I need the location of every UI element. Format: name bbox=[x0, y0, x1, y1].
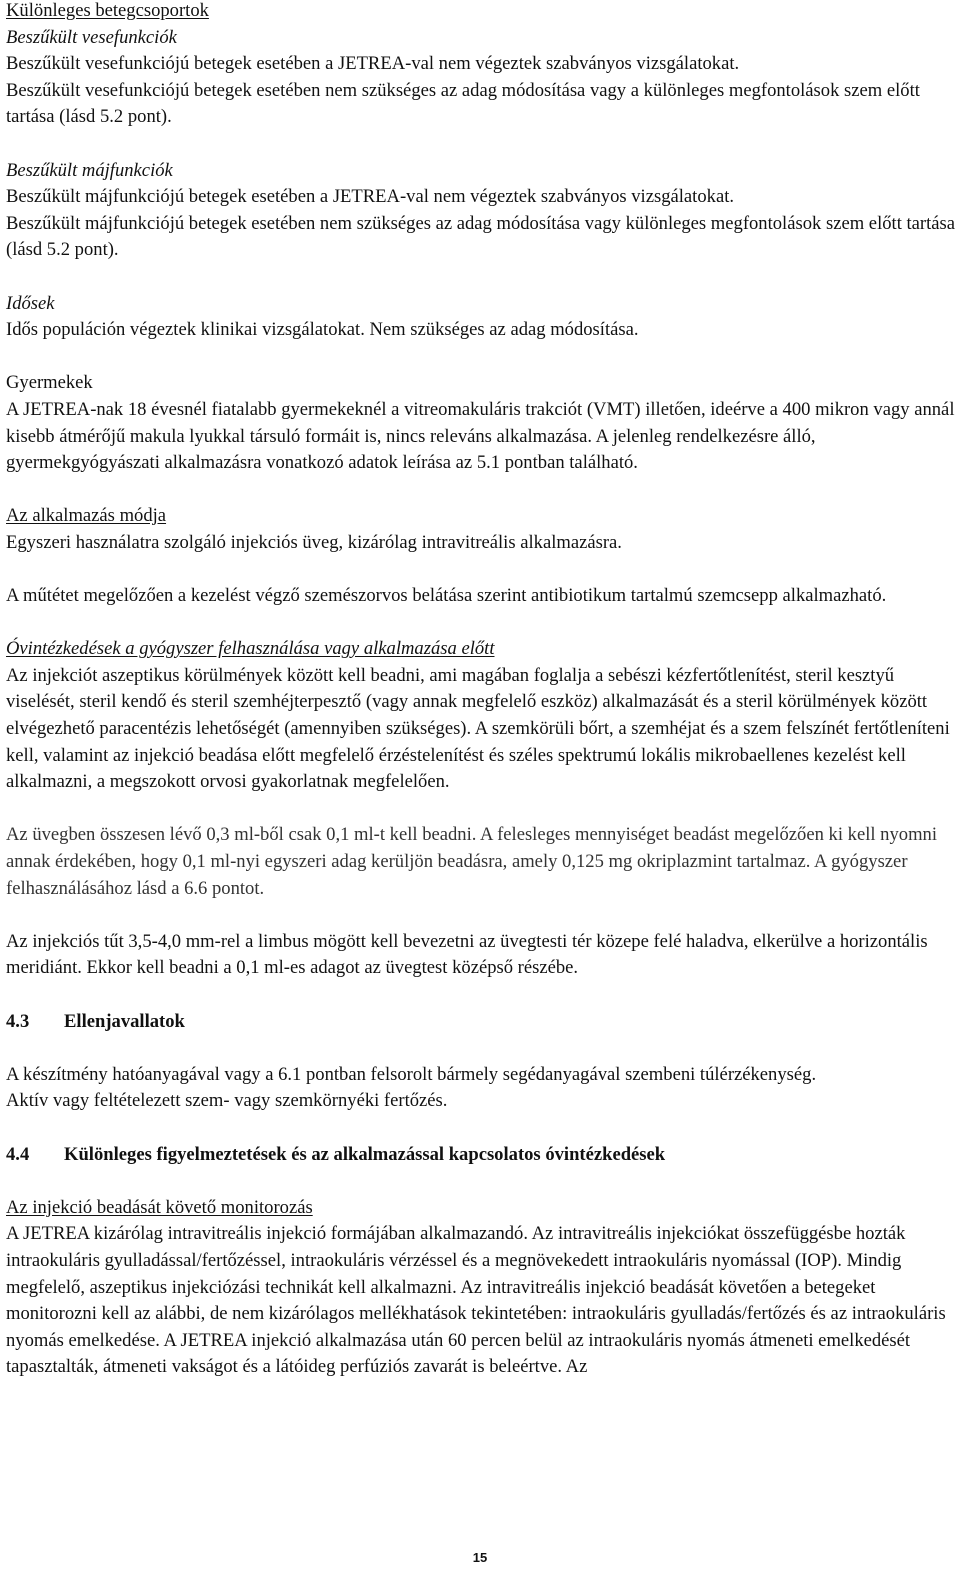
section-4-3-heading bbox=[6, 1009, 958, 1036]
children-title: Gyermekek bbox=[6, 372, 93, 394]
special-populations-heading: Különleges betegcsoportok bbox=[6, 0, 209, 21]
precautions-heading: Óvintézkedések a gyógyszer felhasználása vagy alkalmazása előtt bbox=[6, 638, 495, 660]
hepatic-impairment-text-1: Beszűkült májfunkciójú betegek esetében a JETREA-val nem végeztek szabványos vizsgálatokat. bbox=[6, 186, 735, 208]
contraindication-text-1: A készítmény hatóanyagával vagy a 6.1 pontban felsorolt bármely segédanyagával szembeni túlérzékenység. bbox=[6, 1063, 817, 1085]
section-4-4-heading bbox=[6, 1142, 958, 1169]
section-title: Ellenjavallatok bbox=[64, 1010, 185, 1032]
administration-text-1: Egyszeri használatra szolgáló injekciós üveg, kizárólag intravitreális alkalmazásra. bbox=[6, 531, 622, 553]
page-number: 15 bbox=[472, 1550, 488, 1565]
hepatic-impairment-title: Beszűkült májfunkciók bbox=[6, 159, 173, 181]
elderly-text: Idős populáción végeztek klinikai vizsgálatokat. Nem szükséges az adag módosítása. bbox=[6, 319, 639, 341]
administration-heading: Az alkalmazás módja bbox=[6, 505, 167, 527]
contraindication-text-2: Aktív vagy feltételezett szem- vagy szemkörnyéki fertőzés. bbox=[6, 1090, 448, 1112]
section-title: Különleges figyelmeztetések és az alkalmazással kapcsolatos óvintézkedések bbox=[64, 1143, 666, 1165]
elderly-title: Idősek bbox=[6, 292, 55, 314]
monitoring-text: A JETREA kizárólag intravitreális injekció formájában alkalmazandó. Az intravitreális injekciókat összefüggésbe hozták intraokuláris gyulladással/fertőzéssel, intraokuláris vérzéssel és a megnövekedett intraokuláris nyomással (IOP). Mindig megfelelő, aszeptikus injekciózási technikát kell alkalmazni. Az intravitreális injekció beadását követően a betegeket monitorozni kell az alábbi, de nem kizárólagos mellékhatások tekintetében: intraokuláris gyulladás/fertőzés és az intraokuláris nyomás emelkedése. A JETREA injekció alkalmazása után 60 percen belül az intraokuláris nyomás átmeneti emelkedését tapasztalták, átmeneti vakságot és a látóideg perfúziós zavarát is beleértve. Az bbox=[6, 1223, 946, 1378]
hepatic-impairment-text-2: Beszűkült májfunkciójú betegek esetében nem szükséges az adag módosítása vagy különleges megfontolások szem előtt tartása (lásd 5.2 pont). bbox=[6, 212, 956, 261]
renal-impairment-title: Beszűkült vesefunkciók bbox=[6, 26, 177, 48]
section-number: 4.3 bbox=[6, 1010, 30, 1032]
monitoring-subheading: Az injekció beadását követő monitorozás bbox=[6, 1196, 313, 1218]
renal-impairment-text-1: Beszűkült vesefunkciójú betegek esetében a JETREA-val nem végeztek szabványos vizsgálatokat. bbox=[6, 53, 740, 75]
administration-text-2: A műtétet megelőzően a kezelést végző szemészorvos belátása szerint antibiotikum tartalmú szemcsepp alkalmazható. bbox=[6, 585, 887, 607]
renal-impairment-text-2: Beszűkült vesefunkciójú betegek esetében nem szükséges az adag módosítása vagy a különleges megfontolások szem előtt tartása (lásd 5.2 pont). bbox=[6, 79, 920, 128]
children-text: A JETREA-nak 18 évesnél fiatalabb gyermekeknél a vitreomakuláris trakciót (VMT) illetően, ideérve a 400 mikron vagy annál kisebb átmérőjű makula lyukkal társuló formáit is, nincs releváns alkalmazása. A jelenleg rendelkezésre álló, gyermekgyógyászati alkalmazásra vonatkozó adatok leírása az 5.1 pontban található. bbox=[6, 398, 955, 474]
precautions-text-2: Az üvegben összesen lévő 0,3 ml-ből csak 0,1 ml-t kell beadni. A felesleges mennyiséget beadást megelőzően ki kell nyomni annak érdekében, hogy 0,1 ml-nyi egyszeri adag kerüljön beadásra, amely 0,125 mg okriplazmint tartalmaz. A gyógyszer felhasználásához lásd a 6.6 pontot. bbox=[6, 824, 937, 899]
precautions-text-1: Az injekciót aszeptikus körülmények között kell beadni, ami magában foglalja a sebészi kézfertőtlenítést, steril kesztyű viselését, steril kendő és steril szemhéjterpesztő (vagy annak megfelelő eszköz) alkalmazását és a steril körülmények között elvégezhető paracentézis lehetőségét (amennyiben szükséges). A szemkörüli bőrt, a szemhéjat és a szem felszínét fertőtleníteni kell, valamint az injekció beadása előtt megfelelő érzéstelenítést és széles spektrumú lokális mikrobaellenes kezelést kell alkalmazni, a megszokott orvosi gyakorlatnak megfelelően. bbox=[6, 664, 950, 793]
section-number: 4.4 bbox=[6, 1143, 30, 1165]
document-page bbox=[6, 0, 958, 1381]
precautions-text-3: Az injekciós tűt 3,5-4,0 mm-rel a limbus mögött kell bevezetni az üvegtesti tér közepe felé haladva, elkerülve a horizontális meridiánt. Ekkor kell beadni a 0,1 ml-es adagot az üvegtest középső részébe. bbox=[6, 930, 928, 979]
